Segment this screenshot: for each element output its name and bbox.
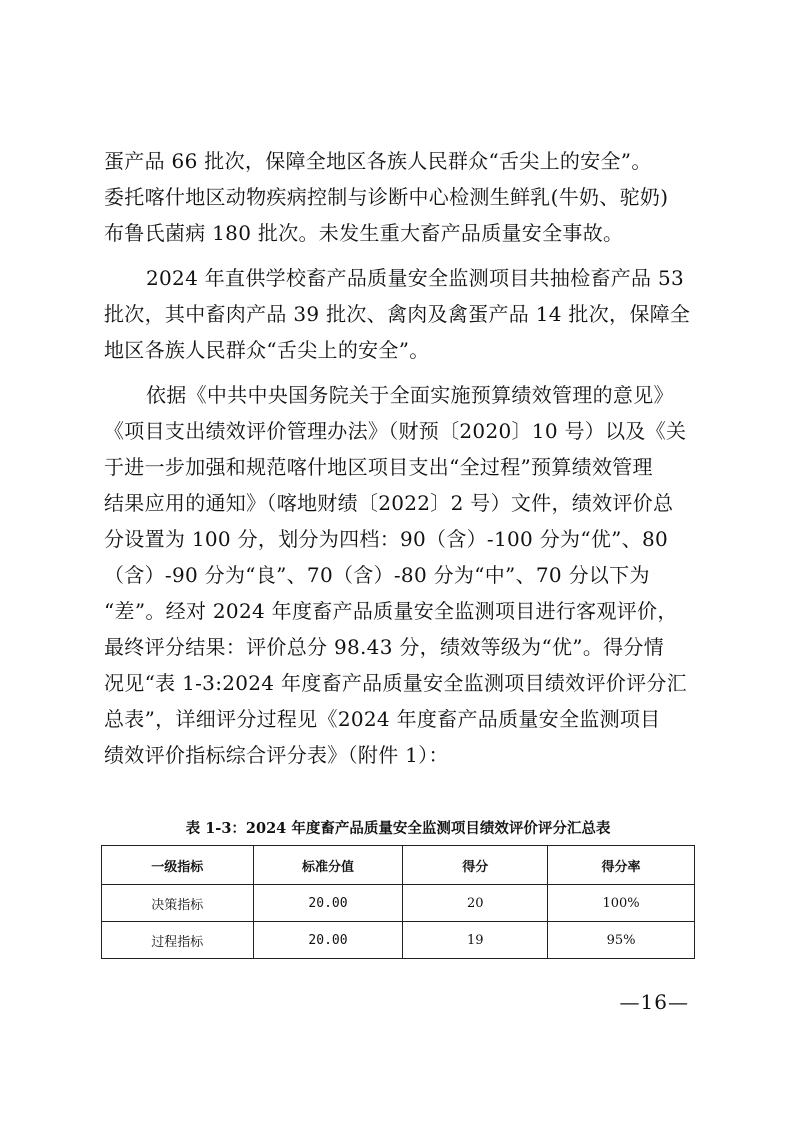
text-line: 分设置为 100 分，划分为四档：90（含）-100 分为“优”、80 (104, 527, 669, 551)
table-header-row (102, 846, 695, 885)
text-line: （含）-90 分为“良”、70（含）-80 分为“中”、70 分以下为 (104, 563, 650, 587)
text-line: 批次，其中畜肉产品 39 批次、禽肉及禽蛋产品 14 批次，保障全 (104, 302, 691, 326)
standard-score-cell: 20.00 (253, 885, 403, 922)
score-summary-table (101, 845, 695, 959)
text-line: 依据《中共中央国务院关于全面实施预算绩效管理的意见》 (146, 383, 674, 407)
table-row (102, 922, 695, 959)
text-line: 委托喀什地区动物疾病控制与诊断中心检测生鲜乳(牛奶、驼奶) (104, 185, 669, 209)
text-line: 总表”，详细评分过程见《2024 年度畜产品质量安全监测项目 (104, 707, 661, 731)
column-header-score: 得分 (403, 846, 548, 885)
table-row (102, 885, 695, 922)
text-line: 绩效评价指标综合评分表》（附件 1）： (104, 743, 449, 767)
page-number: —16— (619, 990, 689, 1014)
score-cell: 19 (403, 922, 548, 959)
column-header-standard-score: 标准分值 (253, 846, 403, 885)
column-header-score-rate: 得分率 (548, 846, 695, 885)
text-line: “差”。经对 2024 年度畜产品质量安全监测项目进行客观评价， (104, 599, 678, 623)
text-line: 蛋产品 66 批次，保障全地区各族人民群众“舌尖上的安全”。 (104, 149, 652, 173)
paragraph-1 (104, 143, 694, 251)
standard-score-cell: 20.00 (253, 922, 403, 959)
score-rate-cell: 100% (548, 885, 695, 922)
text-line: 况见“表 1-3:2024 年度畜产品质量安全监测项目绩效评价评分汇 (104, 671, 687, 695)
indicator-cell: 过程指标 (102, 922, 254, 959)
text-line: 《项目支出绩效评价管理办法》（财预〔2020〕10 号）以及《关 (104, 419, 687, 443)
column-header-indicator: 一级指标 (102, 846, 254, 885)
paragraph-3 (104, 377, 694, 773)
score-cell: 20 (403, 885, 548, 922)
text-line: 地区各族人民群众“舌尖上的安全”。 (104, 338, 430, 362)
text-line: 于进一步加强和规范喀什地区项目支出“全过程”预算绩效管理 (104, 455, 653, 479)
text-line: 2024 年直供学校畜产品质量安全监测项目共抽检畜产品 53 (146, 266, 685, 290)
text-line: 最终评分结果：评价总分 98.43 分，绩效等级为“优”。得分情 (104, 635, 665, 659)
text-line: 结果应用的通知》（喀地财绩〔2022〕2 号）文件，绩效评价总 (104, 491, 674, 515)
indicator-cell: 决策指标 (102, 885, 254, 922)
paragraph-2 (104, 260, 694, 368)
table-caption: 表 1-3：2024 年度畜产品质量安全监测项目绩效评价评分汇总表 (185, 820, 611, 837)
score-rate-cell: 95% (548, 922, 695, 959)
text-line: 布鲁氏菌病 180 批次。未发生重大畜产品质量安全事故。 (104, 221, 624, 245)
